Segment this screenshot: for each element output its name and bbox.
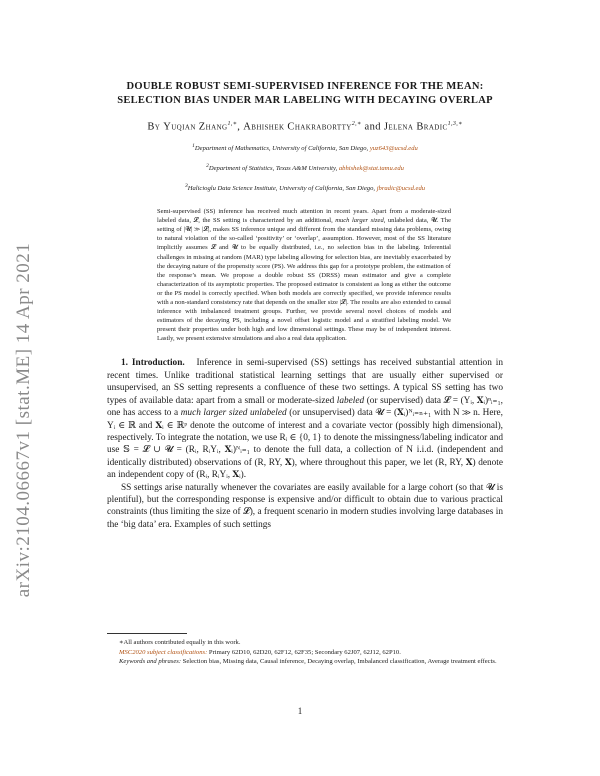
affiliation-3: $^3$Halicioglu Data Science Institute, University of California, San Diego, jbradic@ucsd.edu: [184, 182, 426, 193]
affiliation-1: $^1$Department of Mathematics, University of California, San Diego, yuz643@ucsd.edu: [192, 142, 418, 152]
email-link-2[interactable]: abhishek@stat.tamu.edu: [338, 164, 404, 172]
intro-paragraph-2: SS settings arise naturally whenever the covariates are easily available for a large cohort (so that 𝓤 is plentiful), but the corresponding response is expensive and/or difficult to obtain due to various practical constraints (thus limiting the size of 𝓛), a frequent scenario in modern studies involving large databases in the ‘big data’ era. Examples of such settings: [107, 482, 503, 530]
page-number: 1: [297, 706, 303, 716]
author-1-sup: 1,∗: [227, 121, 238, 127]
email-link-1[interactable]: yuz643@ucsd.edu: [369, 144, 418, 152]
author-3: Jelena Bradic: [383, 121, 448, 133]
footnote-equal-contribution: ∗All authors contributed equally in this work.: [119, 639, 241, 646]
arxiv-identifier: arXiv:2104.06667v1 [stat.ME] 14 Apr 2021: [13, 242, 34, 598]
author-1: Yuqian Zhang: [163, 121, 228, 133]
author-list: By Yuqian Zhang$^{1,∗}$, Abhishek Chakrabortty$^{2,∗}$ and Jelena Bradic$^{1,3,∗}$: [147, 121, 463, 133]
title-line-1: DOUBLE ROBUST SEMI-SUPERVISED INFERENCE FOR THE MEAN:: [126, 81, 484, 92]
footnote-msc: MSC2020 subject classifications: Primary 62D10, 62D20, 62F12, 62F35; Secondary 62J07, 62J12, 62P10.: [119, 648, 401, 656]
introduction-section: [107, 357, 503, 531]
author-2-sup: 2,∗: [351, 121, 362, 127]
footnote-rule: [107, 633, 187, 634]
footnote-keywords: Keywords and phrases: Selection bias, Missing data, Causal inference, Decaying overlap, Imbalanced classification, Average treatment effects.: [119, 658, 497, 665]
title-line-2: SELECTION BIAS UNDER MAR LABELING WITH DECAYING OVERLAP: [117, 95, 493, 106]
footnotes: [107, 633, 503, 667]
author-2: Abhishek Chakrabortty: [243, 121, 352, 133]
section-heading: 1. Introduction.: [121, 358, 185, 369]
author-3-sup: 1,3,∗: [447, 121, 463, 127]
paper-title: [107, 80, 503, 108]
email-link-3[interactable]: jbradic@ucsd.edu: [376, 185, 426, 193]
abstract: Semi-supervised (SS) inference has received much attention in recent years. Apart from a moderate-sized labeled data, 𝓛, the SS setting is characterized by an additional, much larger sized, unlabeled data, 𝓤. The setting of |𝓤| ≫ |𝓛|, makes SS inference unique and different from the standard missing data problems, owing to natural violation of the so-called ‘positivity’ or ‘overlap’, assumption. However, most of the SS literature implicitly assumes 𝓛 and 𝓤 to be equally distributed, i.e., no selection bias in the labeling. Inferential challenges in missing at random (MAR) type labeling allowing for selection bias, are inevitably exacerbated by the decaying nature of the propensity score (PS). We address this gap for a prototype problem, the estimation of the response’s mean. We propose a double robust SS (DRSS) mean estimator and give a complete characterization of its asymptotic properties. The proposed estimator is consistent as long as either the outcome or the PS model is correctly specified. When both models are correctly specified, we provide inference results with a non-standard consistency rate that depends on the smaller size |𝓛|. The results are also extended to causal inference with imbalanced treatment groups. Further, we provide several novel choices of models and estimators of the decaying PS, including a novel offset logistic model and a stratified labeling model. We present their properties under both high and low dimensional settings. These may be of independent interest. Lastly, we present extensive simulations and also a real data application.: [157, 208, 451, 343]
by-label: By: [147, 121, 161, 133]
affiliation-2: $^2$Department of Statistics, Texas A&M University, abhishek@stat.tamu.edu: [206, 162, 404, 172]
msc-link[interactable]: MSC2020 subject classifications:: [119, 648, 208, 656]
arxiv-sidebar: [6, 0, 42, 776]
and-label: and: [364, 121, 381, 133]
intro-paragraph-1: 1. Introduction. Inference in semi-supervised (SS) settings has received substantial attention in recent times. Unlike traditional statistical learning settings that are usually either supervised or unsupervised, an SS setting represents a confluence of these two settings. A typical SS setting has two types of available data: apart from a small or moderate-sized labeled (or supervised) data 𝓛 = (Yᵢ, 𝐗ᵢ)ⁿᵢ₌₁, one has access to a much larger sized unlabeled (or unsupervised) data 𝓤 = (𝐗ᵢ)ᴺᵢ₌ₙ₊₁ with N ≫ n. Here, Yᵢ ∈ ℝ and 𝐗ᵢ ∈ ℝᵖ denote the outcome of interest and a covariate vector (possibly high dimensional), respectively. To integrate the notation, we use Rᵢ ∈ {0, 1} to denote the missingness/labeling indicator and use 𝕊 = 𝓛 ∪ 𝓤 = (Rᵢ, RᵢYᵢ, 𝐗ᵢ)ᴺᵢ₌₁ to denote the full data, a collection of N i.i.d. (independent and identically distributed) observations of (R, RY, 𝐗), where throughout this paper, we let (R, RY, 𝐗) denote an independent copy of (Rᵢ, RᵢYᵢ, 𝐗ᵢ).: [107, 358, 504, 481]
paper-page: [107, 80, 503, 531]
